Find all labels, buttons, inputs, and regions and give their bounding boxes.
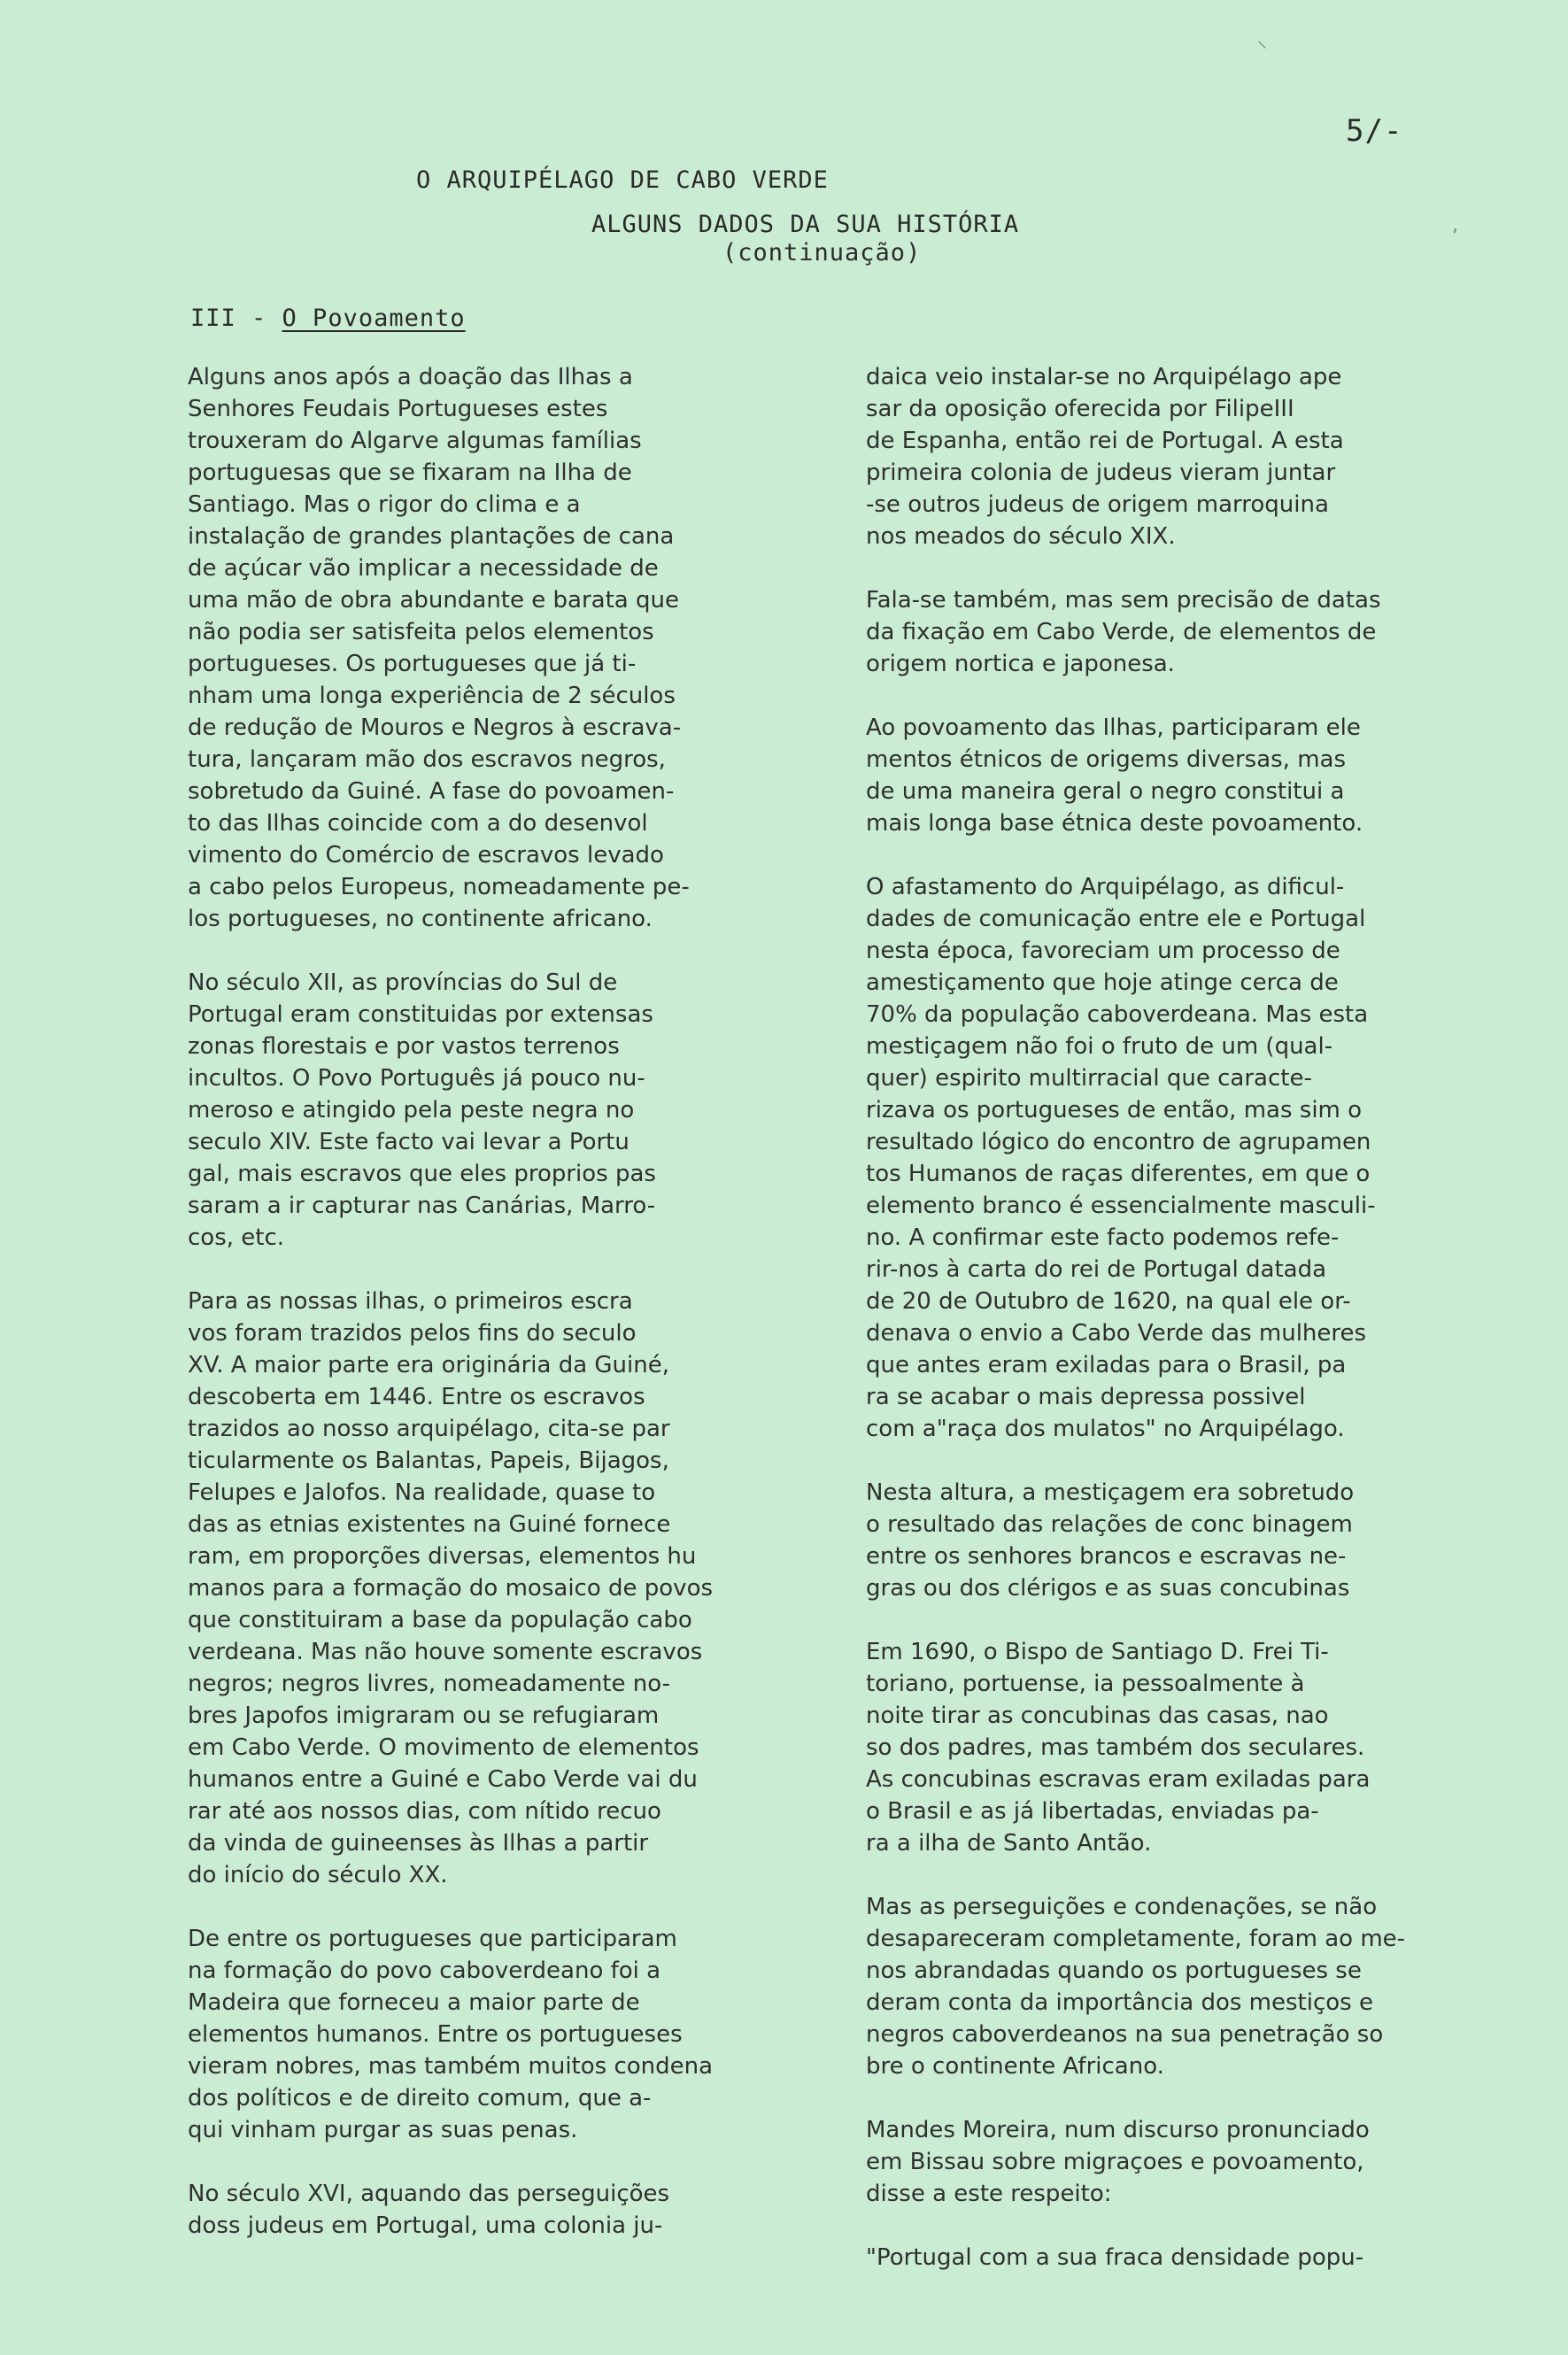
- document-subtitle: ALGUNS DADOS DA SUA HISTÓRIA: [591, 211, 1020, 238]
- text-line: quer) espirito multirracial que caracte-: [866, 1065, 1312, 1092]
- text-line: com a"raça dos mulatos" no Arquipélago.: [866, 1416, 1345, 1442]
- section-number: III -: [190, 305, 282, 332]
- text-line: negros; negros livres, nomeadamente no-: [188, 1671, 670, 1697]
- right-paragraph: [866, 584, 1405, 680]
- text-line: a cabo pelos Europeus, nomeadamente pe-: [188, 874, 690, 900]
- text-line: qui vinham purgar as suas penas.: [188, 2117, 578, 2143]
- text-line: negros caboverdeanos na sua penetração so: [866, 2021, 1384, 2048]
- text-line: na formação do povo caboverdeano foi a: [188, 1957, 661, 1984]
- text-line: daica veio instalar-se no Arquipélago ape: [866, 364, 1342, 390]
- text-line: do início do século XX.: [188, 1862, 448, 1888]
- text-line: sobretudo da Guiné. A fase do povoamen-: [188, 778, 675, 805]
- right-paragraph: [866, 1636, 1405, 1859]
- text-line: so dos padres, mas também dos seculares.: [866, 1734, 1365, 1761]
- text-line: de redução de Mouros e Negros à escrava-: [188, 714, 682, 741]
- text-line: manos para a formação do mosaico de povos: [188, 1575, 714, 1602]
- text-line: mentos étnicos de origems diversas, mas: [866, 746, 1347, 773]
- text-line: incultos. O Povo Português já pouco nu-: [188, 1065, 645, 1092]
- text-line: de açúcar vão implicar a necessidade de: [188, 555, 659, 582]
- text-line: bres Japofos imigraram ou se refugiaram: [188, 1703, 660, 1729]
- text-line: no. A confirmar este facto podemos refe-: [866, 1224, 1340, 1251]
- text-line: ram, em proporções diversas, elementos hu: [188, 1543, 697, 1570]
- text-line: Madeira que forneceu a maior parte de: [188, 1989, 640, 2016]
- text-line: primeira colonia de judeus vieram juntar: [866, 459, 1336, 486]
- text-line: dades de comunicação entre ele e Portugal: [866, 906, 1366, 932]
- text-line: Felupes e Jalofos. Na realidade, quase to: [188, 1479, 656, 1506]
- text-line: instalação de grandes plantações de cana: [188, 523, 675, 550]
- text-line: o resultado das relações de conc binagem: [866, 1511, 1353, 1538]
- text-line: em Bissau sobre migraçoes e povoamento,: [866, 2149, 1364, 2175]
- text-line: de Espanha, então rei de Portugal. A esta: [866, 428, 1344, 454]
- text-line: ticularmente os Balantas, Papeis, Bijagos,: [188, 1448, 669, 1474]
- text-line: nos meados do século XIX.: [866, 523, 1176, 550]
- text-line: gal, mais escravos que eles proprios pas: [188, 1161, 656, 1187]
- text-line: zonas florestais e por vastos terrenos: [188, 1033, 620, 1060]
- scribble-mark: ⸜: [1257, 30, 1268, 52]
- text-line: toriano, portuense, ia pessoalmente à: [866, 1671, 1305, 1697]
- text-line: rar até aos nossos dias, com nítido recuo: [188, 1798, 661, 1825]
- right-paragraph: [866, 712, 1405, 839]
- text-line: rizava os portugueses de então, mas sim o: [866, 1097, 1363, 1123]
- text-line: das as etnias existentes na Guiné fornece: [188, 1511, 671, 1538]
- text-line: saram a ir capturar nas Canárias, Marro-: [188, 1193, 656, 1219]
- left-paragraph: [188, 1286, 713, 1891]
- paragraph-spacer: [188, 1891, 713, 1923]
- text-line: mestiçagem não foi o fruto de um (qual-: [866, 1033, 1333, 1060]
- right-paragraph: [866, 871, 1405, 1445]
- text-line: Senhores Feudais Portugueses estes: [188, 396, 608, 422]
- text-line: bre o continente Africano.: [866, 2053, 1164, 2080]
- text-line: descoberta em 1446. Entre os escravos: [188, 1384, 645, 1410]
- text-line: sar da oposição oferecida por FilipeIII: [866, 396, 1294, 422]
- page-number: 5/-: [1346, 113, 1403, 149]
- text-line: nesta época, favoreciam um processo de: [866, 938, 1340, 964]
- text-line: noite tirar as concubinas das casas, nao: [866, 1703, 1329, 1729]
- text-line: disse a este respeito:: [866, 2181, 1112, 2207]
- text-line: desapareceram completamente, foram ao me-: [866, 1926, 1406, 1952]
- paragraph-spacer: [188, 935, 713, 967]
- text-line: entre os senhores brancos e escravas ne-: [866, 1543, 1347, 1570]
- section-heading: [190, 305, 466, 332]
- text-line: No século XVI, aquando das perseguições: [188, 2181, 670, 2207]
- text-line: de 20 de Outubro de 1620, na qual ele or-: [866, 1288, 1351, 1315]
- text-line: portuguesas que se fixaram na Ilha de: [188, 459, 632, 486]
- text-line: Portugal eram constituidas por extensas: [188, 1001, 653, 1028]
- text-line: nham uma longa experiência de 2 séculos: [188, 683, 676, 709]
- right-paragraph: [866, 2114, 1405, 2210]
- text-line: Santiago. Mas o rigor do clima e a: [188, 491, 581, 518]
- text-line: deram conta da importância dos mestiços e: [866, 1989, 1373, 2016]
- continuation-note: (continuação): [722, 239, 922, 266]
- text-line: de uma maneira geral o negro constitui a: [866, 778, 1345, 805]
- section-title: O Povoamento: [282, 305, 466, 332]
- text-line: As concubinas escravas eram exiladas para: [866, 1766, 1371, 1793]
- text-line: em Cabo Verde. O movimento de elementos: [188, 1734, 699, 1761]
- text-line: que antes eram exiladas para o Brasil, pa: [866, 1352, 1347, 1378]
- document-title: O ARQUIPÉLAGO DE CABO VERDE: [416, 166, 829, 194]
- text-line: vieram nobres, mas também muitos condena: [188, 2053, 714, 2080]
- left-paragraph: [188, 361, 713, 935]
- text-line: Em 1690, o Bispo de Santiago D. Frei Ti-: [866, 1639, 1329, 1665]
- text-line: uma mão de obra abundante e barata que: [188, 587, 679, 614]
- paragraph-spacer: [866, 2082, 1405, 2114]
- text-line: elemento branco é essencialmente masculi-: [866, 1193, 1376, 1219]
- text-line: 70% da população caboverdeana. Mas esta: [866, 1001, 1369, 1028]
- text-line: cos, etc.: [188, 1224, 285, 1251]
- text-line: que constituiram a base da população cabo: [188, 1607, 692, 1633]
- text-line: Ao povoamento das Ilhas, participaram ele: [866, 714, 1361, 741]
- text-line: da fixação em Cabo Verde, de elementos de: [866, 619, 1377, 645]
- text-line: nos abrandadas quando os portugueses se: [866, 1957, 1362, 1984]
- text-line: da vinda de guineenses às Ilhas a partir: [188, 1830, 649, 1857]
- text-line: -se outros judeus de origem marroquina: [866, 491, 1329, 518]
- text-line: No século XII, as províncias do Sul de: [188, 969, 618, 996]
- text-line: De entre os portugueses que participaram: [188, 1926, 677, 1952]
- text-line: tura, lançaram mão dos escravos negros,: [188, 746, 666, 773]
- text-line: origem nortica e japonesa.: [866, 651, 1175, 677]
- paragraph-spacer: [866, 680, 1405, 712]
- text-line: o Brasil e as já libertadas, enviadas pa-: [866, 1798, 1319, 1825]
- text-line: rir-nos à carta do rei de Portugal datada: [866, 1256, 1327, 1283]
- text-line: gras ou dos clérigos e as suas concubinas: [866, 1575, 1350, 1602]
- text-line: portugueses. Os portugueses que já ti-: [188, 651, 637, 677]
- paragraph-spacer: [866, 1445, 1405, 1477]
- paragraph-spacer: [866, 1859, 1405, 1891]
- text-line: trouxeram do Algarve algumas famílias: [188, 428, 642, 454]
- right-text-column: [866, 361, 1405, 2274]
- text-line: dos políticos e de direito comum, que a-: [188, 2085, 652, 2112]
- paragraph-spacer: [866, 839, 1405, 871]
- text-line: Mandes Moreira, num discurso pronunciado: [866, 2117, 1370, 2143]
- paragraph-spacer: [188, 1254, 713, 1286]
- left-text-column: [188, 361, 713, 2242]
- text-line: humanos entre a Guiné e Cabo Verde vai du: [188, 1766, 698, 1793]
- text-line: vimento do Comércio de escravos levado: [188, 842, 664, 869]
- text-line: doss judeus em Portugal, uma colonia ju-: [188, 2212, 663, 2239]
- left-paragraph: [188, 967, 713, 1254]
- text-line: elementos humanos. Entre os portugueses: [188, 2021, 683, 2048]
- text-line: não podia ser satisfeita pelos elementos: [188, 619, 654, 645]
- text-line: Nesta altura, a mestiçagem era sobretudo: [866, 1479, 1355, 1506]
- text-line: to das Ilhas coincide com a do desenvol: [188, 810, 648, 837]
- scribble-mark: ,: [1452, 214, 1458, 236]
- text-line: denava o envio a Cabo Verde das mulheres: [866, 1320, 1367, 1347]
- text-line: Alguns anos após a doação das Ilhas a: [188, 364, 633, 390]
- left-paragraph: [188, 1923, 713, 2146]
- text-line: amestiçamento que hoje atinge cerca de: [866, 969, 1339, 996]
- text-line: Fala-se também, mas sem precisão de datas: [866, 587, 1381, 614]
- text-line: meroso e atingido pela peste negra no: [188, 1097, 635, 1123]
- right-paragraph: [866, 1477, 1405, 1604]
- right-paragraph: [866, 361, 1405, 552]
- paragraph-spacer: [188, 2146, 713, 2178]
- text-line: verdeana. Mas não houve somente escravos: [188, 1639, 703, 1665]
- text-line: ra a ilha de Santo Antão.: [866, 1830, 1152, 1857]
- text-line: seculo XIV. Este facto vai levar a Portu: [188, 1129, 630, 1155]
- text-line: ra se acabar o mais depressa possivel: [866, 1384, 1306, 1410]
- right-paragraph: [866, 1891, 1405, 2082]
- text-line: resultado lógico do encontro de agrupamen: [866, 1129, 1371, 1155]
- text-line: trazidos ao nosso arquipélago, cita-se par: [188, 1416, 670, 1442]
- text-line: vos foram trazidos pelos fins do seculo: [188, 1320, 637, 1347]
- paragraph-spacer: [866, 552, 1405, 584]
- text-line: XV. A maior parte era originária da Guiné,: [188, 1352, 669, 1378]
- text-line: Para as nossas ilhas, o primeiros escra: [188, 1288, 633, 1315]
- text-line: Mas as perseguições e condenações, se não: [866, 1894, 1378, 1920]
- text-line: "Portugal com a sua fraca densidade popu-: [866, 2244, 1364, 2271]
- text-line: los portugueses, no continente africano.: [188, 906, 653, 932]
- paragraph-spacer: [866, 1604, 1405, 1636]
- left-paragraph: [188, 2178, 713, 2242]
- paragraph-spacer: [866, 2210, 1405, 2242]
- text-line: mais longa base étnica deste povoamento.: [866, 810, 1363, 837]
- text-line: O afastamento do Arquipélago, as dificul-: [866, 874, 1345, 900]
- right-paragraph: [866, 2242, 1405, 2274]
- text-line: tos Humanos de raças diferentes, em que o: [866, 1161, 1371, 1187]
